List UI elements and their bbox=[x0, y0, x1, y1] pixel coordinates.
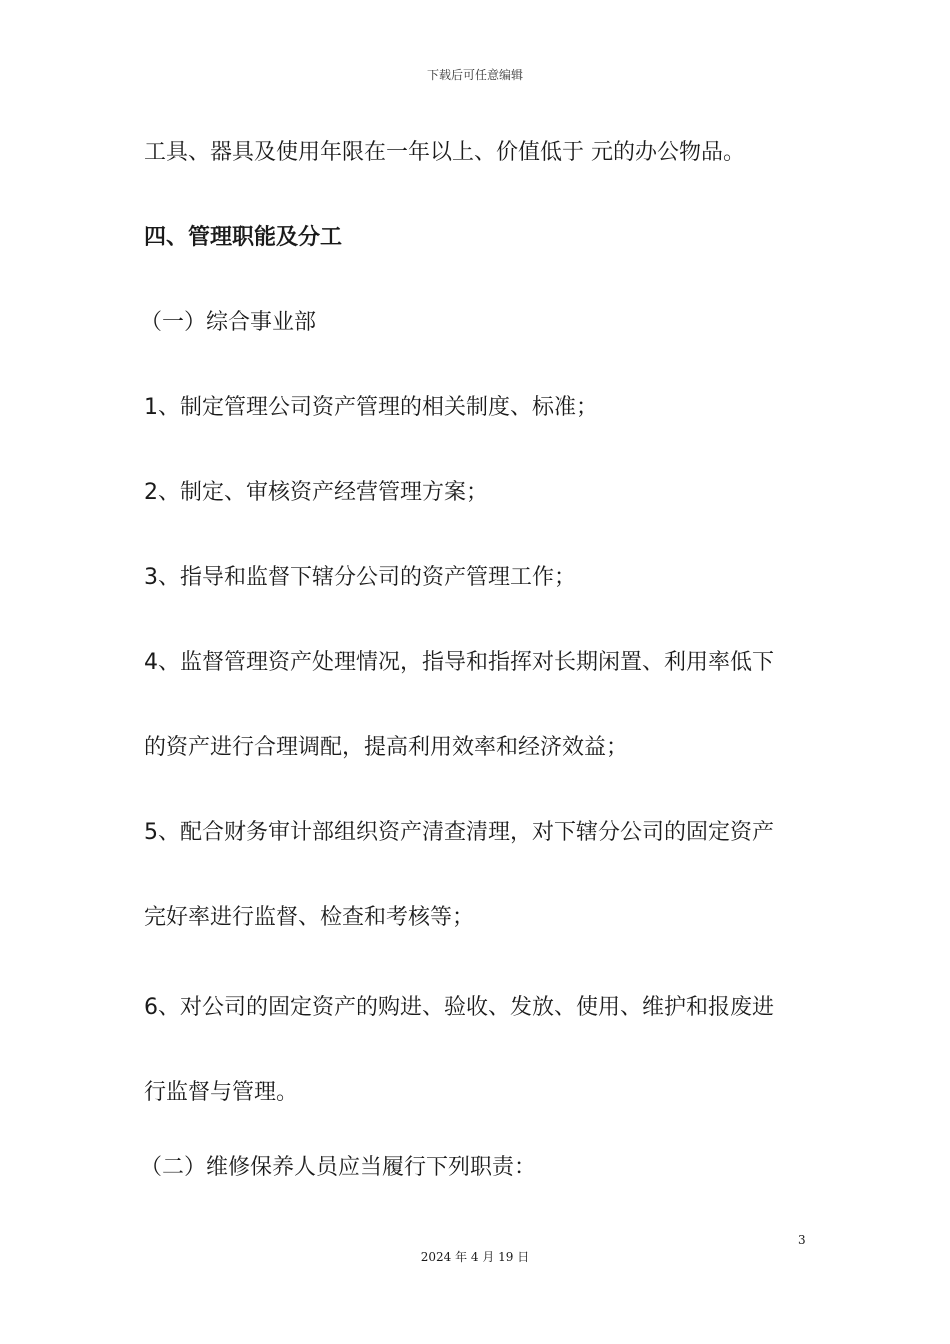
page-number: 3 bbox=[798, 1233, 806, 1247]
list-item-3: 3、指导和监督下辖分公司的资产管理工作； bbox=[144, 565, 576, 590]
list-item-1: 1、制定管理公司资产管理的相关制度、标准； bbox=[144, 395, 598, 420]
list-item-4-continued: 的资产进行合理调配，提高利用效率和经济效益； bbox=[144, 735, 629, 760]
page-header-note: 下载后可任意编辑 bbox=[426, 68, 523, 82]
subsection-heading-maintenance-staff: （二）维修保养人员应当履行下列职责： bbox=[140, 1155, 537, 1180]
list-item-5-continued: 完好率进行监督、检查和考核等； bbox=[144, 905, 475, 930]
footer-date: 2024 年 4 月 19 日 bbox=[420, 1250, 530, 1264]
section-heading-management-functions: 四、管理职能及分工 bbox=[144, 225, 343, 250]
list-item-4: 4、监督管理资产处理情况，指导和指挥对长期闲置、利用率低下 bbox=[144, 650, 774, 675]
list-item-5: 5、配合财务审计部组织资产清查清理，对下辖分公司的固定资产 bbox=[144, 820, 774, 845]
body-line-1: 工具、器具及使用年限在一年以上、价值低于 元的办公物品。 bbox=[144, 140, 745, 165]
list-item-6-continued: 行监督与管理。 bbox=[144, 1080, 299, 1105]
list-item-2: 2、制定、审核资产经营管理方案； bbox=[144, 480, 488, 505]
subsection-heading-general-affairs: （一）综合事业部 bbox=[140, 310, 317, 335]
list-item-6: 6、对公司的固定资产的购进、验收、发放、使用、维护和报废进 bbox=[144, 995, 774, 1020]
